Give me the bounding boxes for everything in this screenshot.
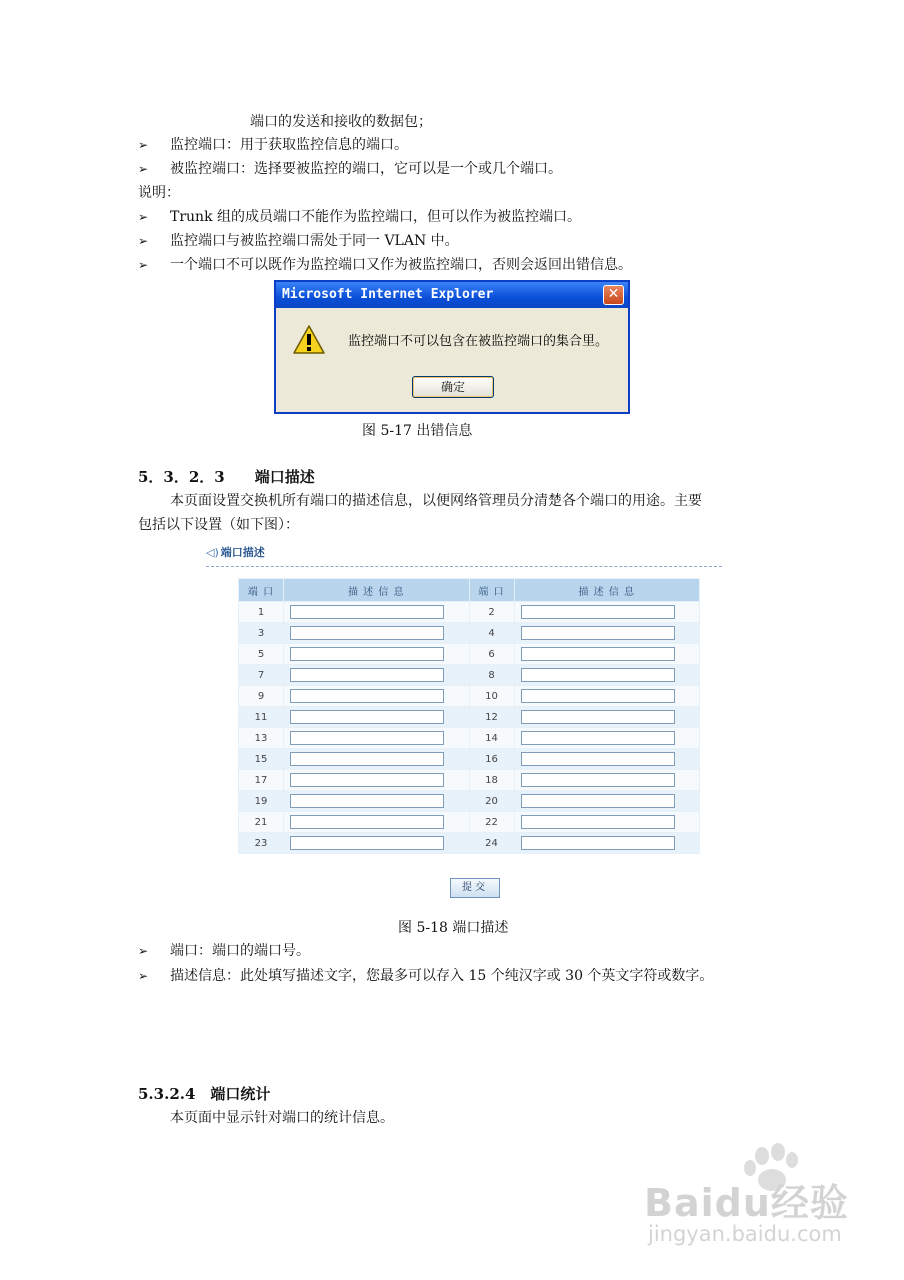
col-header-port: 端 口: [239, 579, 284, 602]
panel-title: [206, 544, 265, 560]
port-number: 16: [469, 749, 514, 770]
description-input[interactable]: [521, 626, 675, 640]
arrow-bullet-icon: ➢: [138, 944, 149, 958]
arrow-bullet-icon: ➢: [138, 969, 149, 983]
description-cell: [514, 623, 700, 644]
description-input[interactable]: [290, 794, 444, 808]
port-number: 4: [469, 623, 514, 644]
error-dialog: [274, 280, 630, 414]
description-cell: [284, 749, 470, 770]
description-cell: [284, 665, 470, 686]
port-number: 17: [239, 770, 284, 791]
port-number: 14: [469, 728, 514, 749]
table-row: [239, 749, 700, 770]
figure-caption: 图 5-18 端口描述: [398, 920, 509, 936]
arrow-bullet-icon: ➢: [138, 162, 149, 176]
description-input[interactable]: [290, 731, 444, 745]
paragraph: 包括以下设置（如下图）：: [138, 517, 299, 533]
description-input[interactable]: [290, 689, 444, 703]
description-input[interactable]: [290, 815, 444, 829]
description-input[interactable]: [290, 605, 444, 619]
description-cell: [514, 665, 700, 686]
port-number: 24: [469, 833, 514, 854]
watermark-url: jingyan.baidu.com: [648, 1222, 842, 1246]
description-cell: [284, 791, 470, 812]
description-cell: [284, 770, 470, 791]
description-input[interactable]: [521, 836, 675, 850]
description-input[interactable]: [290, 647, 444, 661]
arrow-bullet-icon: ➢: [138, 234, 149, 248]
paragraph: 本页面设置交换机所有端口的描述信息，以便网络管理员分清楚各个端口的用途。主要: [170, 493, 702, 509]
table-row: [239, 812, 700, 833]
table-row: [239, 665, 700, 686]
description-cell: [514, 602, 700, 623]
bullet-text: 监控端口：用于获取监控信息的端口。: [170, 137, 408, 153]
port-number: 18: [469, 770, 514, 791]
description-input[interactable]: [521, 752, 675, 766]
port-number: 23: [239, 833, 284, 854]
port-table: [238, 578, 700, 854]
description-cell: [284, 812, 470, 833]
port-number: 20: [469, 791, 514, 812]
arrow-bullet-icon: ➢: [138, 258, 149, 272]
bullet-text: 被监控端口：选择要被监控的端口，它可以是一个或几个端口。: [170, 161, 562, 177]
table-row: [239, 791, 700, 812]
description-cell: [514, 728, 700, 749]
description-cell: [284, 707, 470, 728]
port-number: 2: [469, 602, 514, 623]
port-number: 5: [239, 644, 284, 665]
description-cell: [514, 707, 700, 728]
description-cell: [284, 686, 470, 707]
description-input[interactable]: [521, 668, 675, 682]
port-number: 21: [239, 812, 284, 833]
speaker-icon: ◁): [206, 546, 219, 559]
description-cell: [514, 833, 700, 854]
port-number: 15: [239, 749, 284, 770]
section-heading: 5．3．2．3 端口描述: [138, 468, 315, 486]
description-cell: [284, 833, 470, 854]
col-header-port: 端 口: [469, 579, 514, 602]
description-input[interactable]: [290, 626, 444, 640]
description-input[interactable]: [521, 605, 675, 619]
baidu-watermark: [644, 1142, 874, 1252]
port-number: 19: [239, 791, 284, 812]
description-cell: [514, 686, 700, 707]
col-header-description: 描 述 信 息: [514, 579, 700, 602]
bullet-text: 一个端口不可以既作为监控端口又作为被监控端口，否则会返回出错信息。: [170, 257, 632, 273]
dialog-title-bar: [276, 282, 628, 308]
description-cell: [514, 644, 700, 665]
description-input[interactable]: [521, 647, 675, 661]
col-header-description: 描 述 信 息: [284, 579, 470, 602]
dialog-title: Microsoft Internet Explorer: [282, 287, 494, 302]
description-cell: [514, 770, 700, 791]
description-input[interactable]: [521, 794, 675, 808]
description-cell: [514, 812, 700, 833]
arrow-bullet-icon: ➢: [138, 210, 149, 224]
ok-button[interactable]: 确定: [412, 376, 494, 398]
text-line: 端口的发送和接收的数据包；: [250, 114, 432, 130]
description-cell: [514, 791, 700, 812]
port-number: 9: [239, 686, 284, 707]
description-input[interactable]: [290, 710, 444, 724]
port-number: 3: [239, 623, 284, 644]
watermark-brand: Baidu经验: [644, 1181, 849, 1225]
table-row: [239, 644, 700, 665]
port-number: 1: [239, 602, 284, 623]
table-row: [239, 623, 700, 644]
note-label: 说明：: [138, 185, 180, 201]
description-cell: [284, 602, 470, 623]
description-input[interactable]: [521, 815, 675, 829]
table-row: [239, 707, 700, 728]
panel-title-text: 端口描述: [220, 546, 265, 559]
bullet-text: 监控端口与被监控端口需处于同一 VLAN 中。: [170, 233, 459, 249]
description-input[interactable]: [290, 668, 444, 682]
close-icon[interactable]: ✕: [603, 285, 624, 305]
description-input[interactable]: [521, 689, 675, 703]
description-cell: [284, 623, 470, 644]
description-cell: [284, 728, 470, 749]
bullet-text: Trunk 组的成员端口不能作为监控端口，但可以作为被监控端口。: [170, 209, 581, 225]
table-row: [239, 833, 700, 854]
table-row: [239, 686, 700, 707]
description-input[interactable]: [290, 773, 444, 787]
description-input[interactable]: [290, 752, 444, 766]
port-description-panel: [206, 544, 722, 906]
description-input[interactable]: [521, 731, 675, 745]
table-row: [239, 770, 700, 791]
description-input[interactable]: [521, 710, 675, 724]
port-number: 11: [239, 707, 284, 728]
table-row: [239, 602, 700, 623]
paragraph: 本页面中显示针对端口的统计信息。: [170, 1110, 394, 1126]
description-cell: [514, 749, 700, 770]
submit-button[interactable]: 提交: [450, 878, 500, 898]
port-number: 10: [469, 686, 514, 707]
description-cell: [284, 644, 470, 665]
description-input[interactable]: [521, 773, 675, 787]
port-number: 13: [239, 728, 284, 749]
port-number: 7: [239, 665, 284, 686]
description-input[interactable]: [290, 836, 444, 850]
arrow-bullet-icon: ➢: [138, 138, 149, 152]
port-number: 6: [469, 644, 514, 665]
bullet-text: 描述信息：此处填写描述文字，您最多可以存入 15 个纯汉字或 30 个英文字符或数字。: [170, 968, 714, 984]
divider: [206, 566, 722, 567]
port-number: 8: [469, 665, 514, 686]
section-heading: 5.3.2.4 端口统计: [138, 1085, 271, 1103]
bullet-text: 端口：端口的端口号。: [170, 943, 310, 959]
dialog-message: 监控端口不可以包含在被监控端口的集合里。: [348, 334, 609, 349]
warning-icon: [292, 324, 326, 356]
table-row: [239, 728, 700, 749]
port-number: 22: [469, 812, 514, 833]
port-number: 12: [469, 707, 514, 728]
figure-caption: 图 5-17 出错信息: [362, 423, 473, 439]
